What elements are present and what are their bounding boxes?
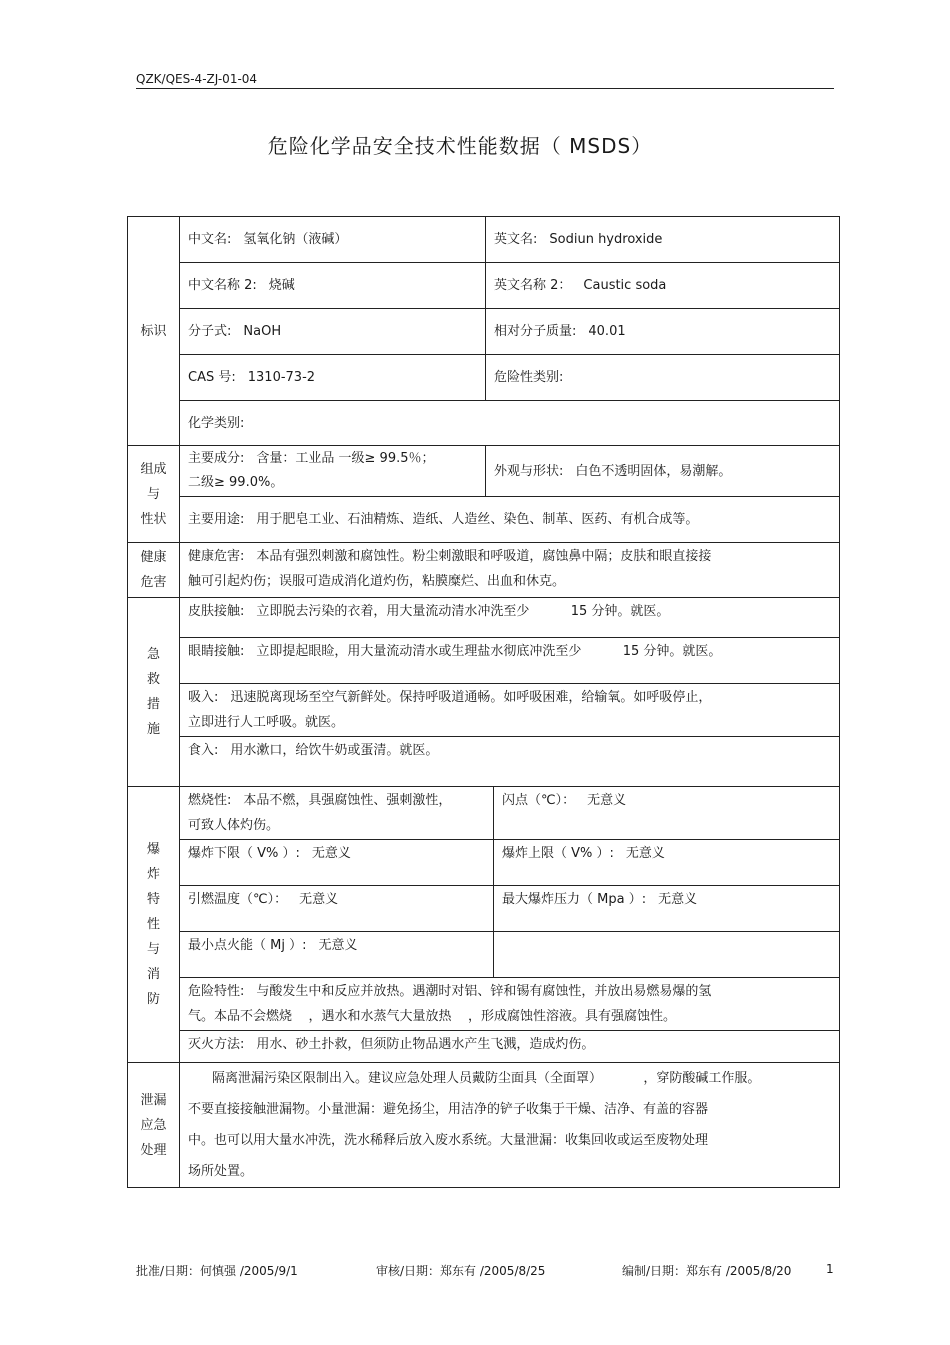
page-number: 1 <box>826 1262 834 1276</box>
category-health: 健康 危害 <box>128 543 180 598</box>
chem-class-cell: 化学类别: <box>180 401 840 446</box>
category-first-aid: 急 救 措 施 <box>128 598 180 787</box>
min-ignition-energy-cell: 最小点火能（ Mj ）: 无意义 <box>180 932 494 978</box>
skin-contact-cell: 皮肤接触: 立即脱去污染的衣着，用大量流动清水冲洗至少 15 分钟。就医。 <box>180 598 840 638</box>
en-name-cell: 英文名: Sodiun hydroxide <box>486 217 840 263</box>
extinguishing-method-cell: 灭火方法: 用水、砂土扑救，但须防止物品遇水产生飞溅，造成灼伤。 <box>180 1031 840 1063</box>
category-identification: 标识 <box>128 217 180 446</box>
approval-info: 批准/日期：何慎强 /2005/9/1 <box>136 1264 298 1278</box>
upper-explosion-limit-cell: 爆炸上限（ V% ）: 无意义 <box>494 840 840 886</box>
spill-response-cell: 隔离泄漏污染区限制出入。建议应急处理人员戴防尘面具（全面罩） ，穿防酸碱工作服。 不要直接接触泄漏物。小量泄漏：避免扬尘，用洁净的铲子收集于干燥、洁净、有盖的容器 中。也可以用大量水冲洗，洗水稀释后放入废水系统。大量泄漏：收集回收或运至废物处理 场所处置。 <box>180 1063 840 1188</box>
lower-explosion-limit-cell: 爆炸下限（ V% ）: 无意义 <box>180 840 494 886</box>
max-explosion-pressure-cell: 最大爆炸压力（ Mpa ）: 无意义 <box>494 886 840 932</box>
hazard-properties-cell: 危险特性: 与酸发生中和反应并放热。遇潮时对铝、锌和锡有腐蚀性，并放出易燃易爆的氢 气。本品不会燃烧 ，遇水和水蒸气大量放热 ，形成腐蚀性溶液。具有强腐蚀性。 <box>180 978 840 1031</box>
cn-name-cell: 中文名: 氢氧化钠（液碱） <box>180 217 486 263</box>
header-divider <box>136 88 834 89</box>
hazard-class-cell: 危险性类别: <box>486 355 840 401</box>
compile-info: 编制/日期：郑东有 /2005/8/20 <box>622 1264 792 1278</box>
appearance-cell: 外观与形状: 白色不透明固体，易潮解。 <box>486 446 840 497</box>
health-hazard-cell: 健康危害: 本品有强烈刺激和腐蚀性。粉尘刺激眼和呼吸道，腐蚀鼻中隔；皮肤和眼直接接 触可引起灼伤；误服可造成消化道灼伤，粘膜糜烂、出血和休克。 <box>180 543 840 598</box>
uses-cell: 主要用途: 用于肥皂工业、石油精炼、造纸、人造丝、染色、制革、医药、有机合成等。 <box>180 497 840 543</box>
en-name2-cell: 英文名称 2： Caustic soda <box>486 263 840 309</box>
empty-cell <box>494 932 840 978</box>
category-spill-response: 泄漏 应急 处理 <box>128 1063 180 1188</box>
formula-cell: 分子式: NaOH <box>180 309 486 355</box>
category-composition: 组成 与 性状 <box>128 446 180 543</box>
eye-contact-cell: 眼睛接触: 立即提起眼睑，用大量流动清水或生理盐水彻底冲洗至少 15 分钟。就医。 <box>180 638 840 684</box>
msds-table <box>127 216 840 1188</box>
category-fire-explosion: 爆 炸 特 性 与 消 防 <box>128 787 180 1063</box>
flash-point-cell: 闪点（℃）： 无意义 <box>494 787 840 840</box>
inhalation-cell: 吸入: 迅速脱离现场至空气新鲜处。保持呼吸道通畅。如呼吸困难，给输氧。如呼吸停止， 立即进行人工呼吸。就医。 <box>180 684 840 737</box>
ignition-temperature-cell: 引燃温度（℃）： 无意义 <box>180 886 494 932</box>
ingestion-cell: 食入: 用水漱口，给饮牛奶或蛋清。就医。 <box>180 737 840 787</box>
page-title: 危险化学品安全技术性能数据（ MSDS） <box>267 134 653 158</box>
review-info: 审核/日期：郑东有 /2005/8/25 <box>376 1264 546 1278</box>
flammability-cell: 燃烧性: 本品不燃，具强腐蚀性、强刺激性， 可致人体灼伤。 <box>180 787 494 840</box>
cn-name2-cell: 中文名称 2: 烧碱 <box>180 263 486 309</box>
document-code: QZK/QES-4-ZJ-01-04 <box>136 72 258 86</box>
main-component-cell: 主要成分: 含量：工业品 一级≥ 99.5％； 二级≥ 99.0%。 <box>180 446 486 497</box>
cas-cell: CAS 号: 1310-73-2 <box>180 355 486 401</box>
molecular-weight-cell: 相对分子质量: 40.01 <box>486 309 840 355</box>
